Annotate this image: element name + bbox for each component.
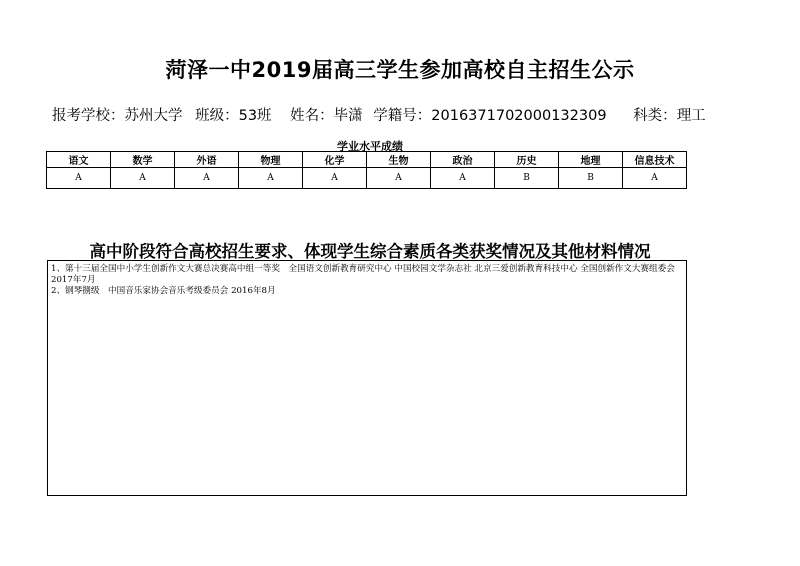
awards-title: 高中阶段符合高校招生要求、体现学生综合素质各类获奖情况及其他材料情况 — [89, 242, 651, 261]
grade-cell: B — [559, 168, 623, 189]
award-item: 1、第十三届全国中小学生创新作文大赛总决赛高中组一等奖 全国语文创新教育研究中心 中国校园文学杂志社 北京三爱创新教育科技中心 全国创新作文大赛组委会 2017年7月 — [51, 264, 701, 285]
grade-cell: A — [175, 168, 239, 189]
subject-cell: 物理 — [239, 152, 303, 168]
award-item: 2、钢琴捌级 中国音乐家协会音乐考级委员会 2016年8月 — [51, 286, 276, 296]
grade-cell: A — [239, 168, 303, 189]
grades-value-row — [47, 168, 687, 189]
subject-cell: 信息技术 — [623, 152, 687, 168]
subject-cell: 语文 — [47, 152, 111, 168]
grade-cell: A — [431, 168, 495, 189]
grades-table — [46, 151, 687, 189]
track-label: 科类： — [633, 108, 677, 124]
class-label: 班级： — [195, 108, 239, 124]
grades-header-row — [47, 152, 687, 168]
grade-cell: A — [47, 168, 111, 189]
subject-cell: 历史 — [495, 152, 559, 168]
subject-cell: 化学 — [303, 152, 367, 168]
school-value: 苏州大学 — [124, 108, 183, 124]
student-info — [52, 104, 706, 125]
class-value: 53班 — [238, 108, 272, 124]
name-value: 毕潇 — [333, 108, 363, 124]
subject-cell: 外语 — [175, 152, 239, 168]
track-value: 理工 — [676, 108, 706, 124]
subject-cell: 生物 — [367, 152, 431, 168]
grade-cell: A — [367, 168, 431, 189]
grade-cell: A — [111, 168, 175, 189]
awards-box — [47, 260, 701, 496]
subject-cell: 数学 — [111, 152, 175, 168]
grade-cell: B — [495, 168, 559, 189]
page-title: 菏泽一中2019届高三学生参加高校自主招生公示 — [165, 58, 635, 82]
subject-cell: 地理 — [559, 152, 623, 168]
grade-cell: A — [623, 168, 687, 189]
subject-cell: 政治 — [431, 152, 495, 168]
school-label: 报考学校： — [52, 108, 125, 124]
grades-title: 学业水平成绩 — [337, 140, 403, 153]
id-value: 2016371702000132309 — [431, 108, 607, 124]
id-label: 学籍号： — [373, 108, 432, 124]
grade-cell: A — [303, 168, 367, 189]
name-label: 姓名： — [290, 108, 334, 124]
